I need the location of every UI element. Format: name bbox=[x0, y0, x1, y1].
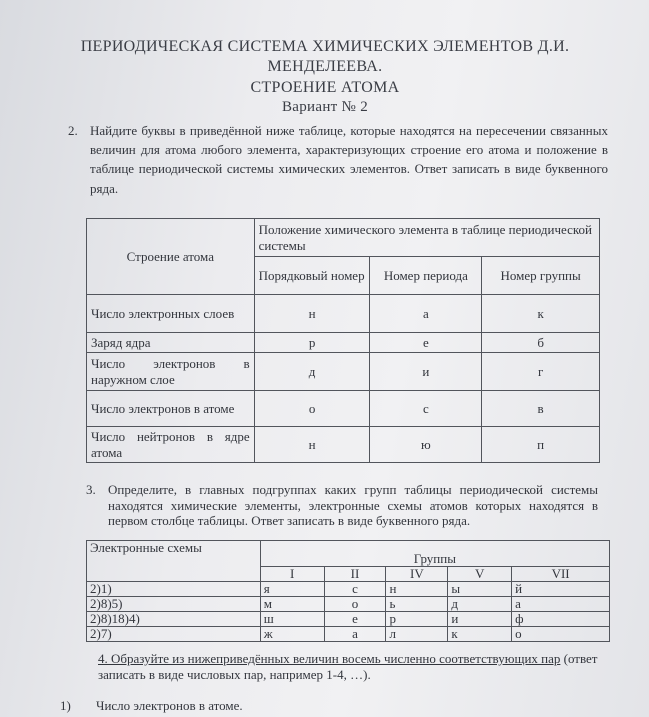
table2-cell: а bbox=[512, 597, 610, 612]
table1-row-label: Заряд ядра bbox=[87, 333, 255, 353]
question-4-text-underlined: 4. Образуйте из нижеприведённых величин восемь численно соответствующих пар bbox=[98, 651, 561, 666]
table1-col-header: Номер группы bbox=[482, 257, 600, 295]
list-item bbox=[60, 698, 243, 714]
table1-cell: н bbox=[254, 295, 370, 333]
table1-cell: в bbox=[482, 391, 600, 427]
table2-cell: н bbox=[386, 582, 448, 597]
table1-row-label: Число электронных слоев bbox=[87, 295, 255, 333]
electron-scheme-table bbox=[86, 540, 610, 642]
atom-structure-table bbox=[86, 218, 600, 463]
table2-row-label: 2)8)18)4) bbox=[87, 612, 261, 627]
table2-cell: а bbox=[324, 627, 386, 642]
table1-corner-header: Строение атома bbox=[87, 219, 255, 295]
list-item-number: 1) bbox=[60, 698, 71, 713]
table2-col-header: IV bbox=[386, 567, 448, 582]
variant-label: Вариант № 2 bbox=[281, 99, 369, 115]
question-2-number: 2. bbox=[68, 123, 78, 138]
table2-cell: я bbox=[260, 582, 324, 597]
list-item-text: Число электронов в атоме. bbox=[96, 698, 243, 713]
table1-cell: г bbox=[482, 353, 600, 391]
table1-row-label: Число нейтронов в ядре атома bbox=[87, 427, 255, 463]
table1-cell: п bbox=[482, 427, 600, 463]
table2-cell: о bbox=[324, 597, 386, 612]
table1-cell: б bbox=[482, 333, 600, 353]
page-title-line-1: ПЕРИОДИЧЕСКАЯ СИСТЕМА ХИМИЧЕСКИХ ЭЛЕМЕНТОВ Д.И. bbox=[80, 38, 570, 55]
table2-cell: и bbox=[448, 612, 512, 627]
table1-cell: о bbox=[254, 391, 370, 427]
table2-cell: ж bbox=[260, 627, 324, 642]
table1-cell: ю bbox=[370, 427, 482, 463]
table1-cell: н bbox=[254, 427, 370, 463]
table2-cell: ы bbox=[448, 582, 512, 597]
table2-cell: й bbox=[512, 582, 610, 597]
table2-col-header: II bbox=[324, 567, 386, 582]
table1-cell: е bbox=[370, 333, 482, 353]
page-title-line-2: МЕНДЕЛЕЕВА. bbox=[267, 58, 383, 75]
table1-cell: с bbox=[370, 391, 482, 427]
question-4-text: (ответ записать в виде числовых пар, например 1-4, …). bbox=[98, 651, 598, 682]
table2-cell: о bbox=[512, 627, 610, 642]
question-3 bbox=[86, 482, 598, 529]
table2-cell: к bbox=[448, 627, 512, 642]
table2-row-label: 2)8)5) bbox=[87, 597, 261, 612]
table2-cell: с bbox=[324, 582, 386, 597]
table1-cell: к bbox=[482, 295, 600, 333]
table2-row-label: 2)7) bbox=[87, 627, 261, 642]
question-3-text: Определите, в главных подгруппах каких групп таблицы периодической системы находятся химические элементы, электронные схемы атомов которых находятся в первом столбце таблицы. Ответ записать в виде буквенного ряда. bbox=[108, 482, 598, 528]
table2-row-label: 2)1) bbox=[87, 582, 261, 597]
table2-group-header: Группы bbox=[260, 541, 609, 567]
table1-cell: д bbox=[254, 353, 370, 391]
table2-cell: м bbox=[260, 597, 324, 612]
table2-col-header: I bbox=[260, 567, 324, 582]
table2-cell: л bbox=[386, 627, 448, 642]
table1-cell: р bbox=[254, 333, 370, 353]
table2-cell: ф bbox=[512, 612, 610, 627]
question-3-number: 3. bbox=[86, 482, 96, 497]
table2-cell: ь bbox=[386, 597, 448, 612]
page-subtitle: СТРОЕНИЕ АТОМА bbox=[250, 79, 400, 96]
table2-cell: ш bbox=[260, 612, 324, 627]
table1-row-label: Число электронов в наружном слое bbox=[87, 353, 255, 391]
table2-corner-header: Электронные схемы bbox=[87, 541, 261, 582]
question-2-text: Найдите буквы в приведённой ниже таблице, которые находятся на пересечении связанных величин для атома любого элемента, характеризующих строение его атома и положение в таблице периодической системы химических элементов. Ответ записать в виде буквенного ряда. bbox=[90, 123, 608, 196]
table2-col-header: VII bbox=[512, 567, 610, 582]
table2-cell: р bbox=[386, 612, 448, 627]
table1-col-header: Порядковый номер bbox=[254, 257, 370, 295]
table1-cell: и bbox=[370, 353, 482, 391]
table2-col-header: V bbox=[448, 567, 512, 582]
question-4 bbox=[98, 651, 598, 683]
table1-cell: а bbox=[370, 295, 482, 333]
table2-cell: д bbox=[448, 597, 512, 612]
table1-col-header: Номер периода bbox=[370, 257, 482, 295]
table1-group-header: Положение химического элемента в таблице периодической системы bbox=[254, 219, 599, 257]
table1-row-label: Число электронов в атоме bbox=[87, 391, 255, 427]
table2-cell: е bbox=[324, 612, 386, 627]
question-2 bbox=[68, 121, 608, 198]
